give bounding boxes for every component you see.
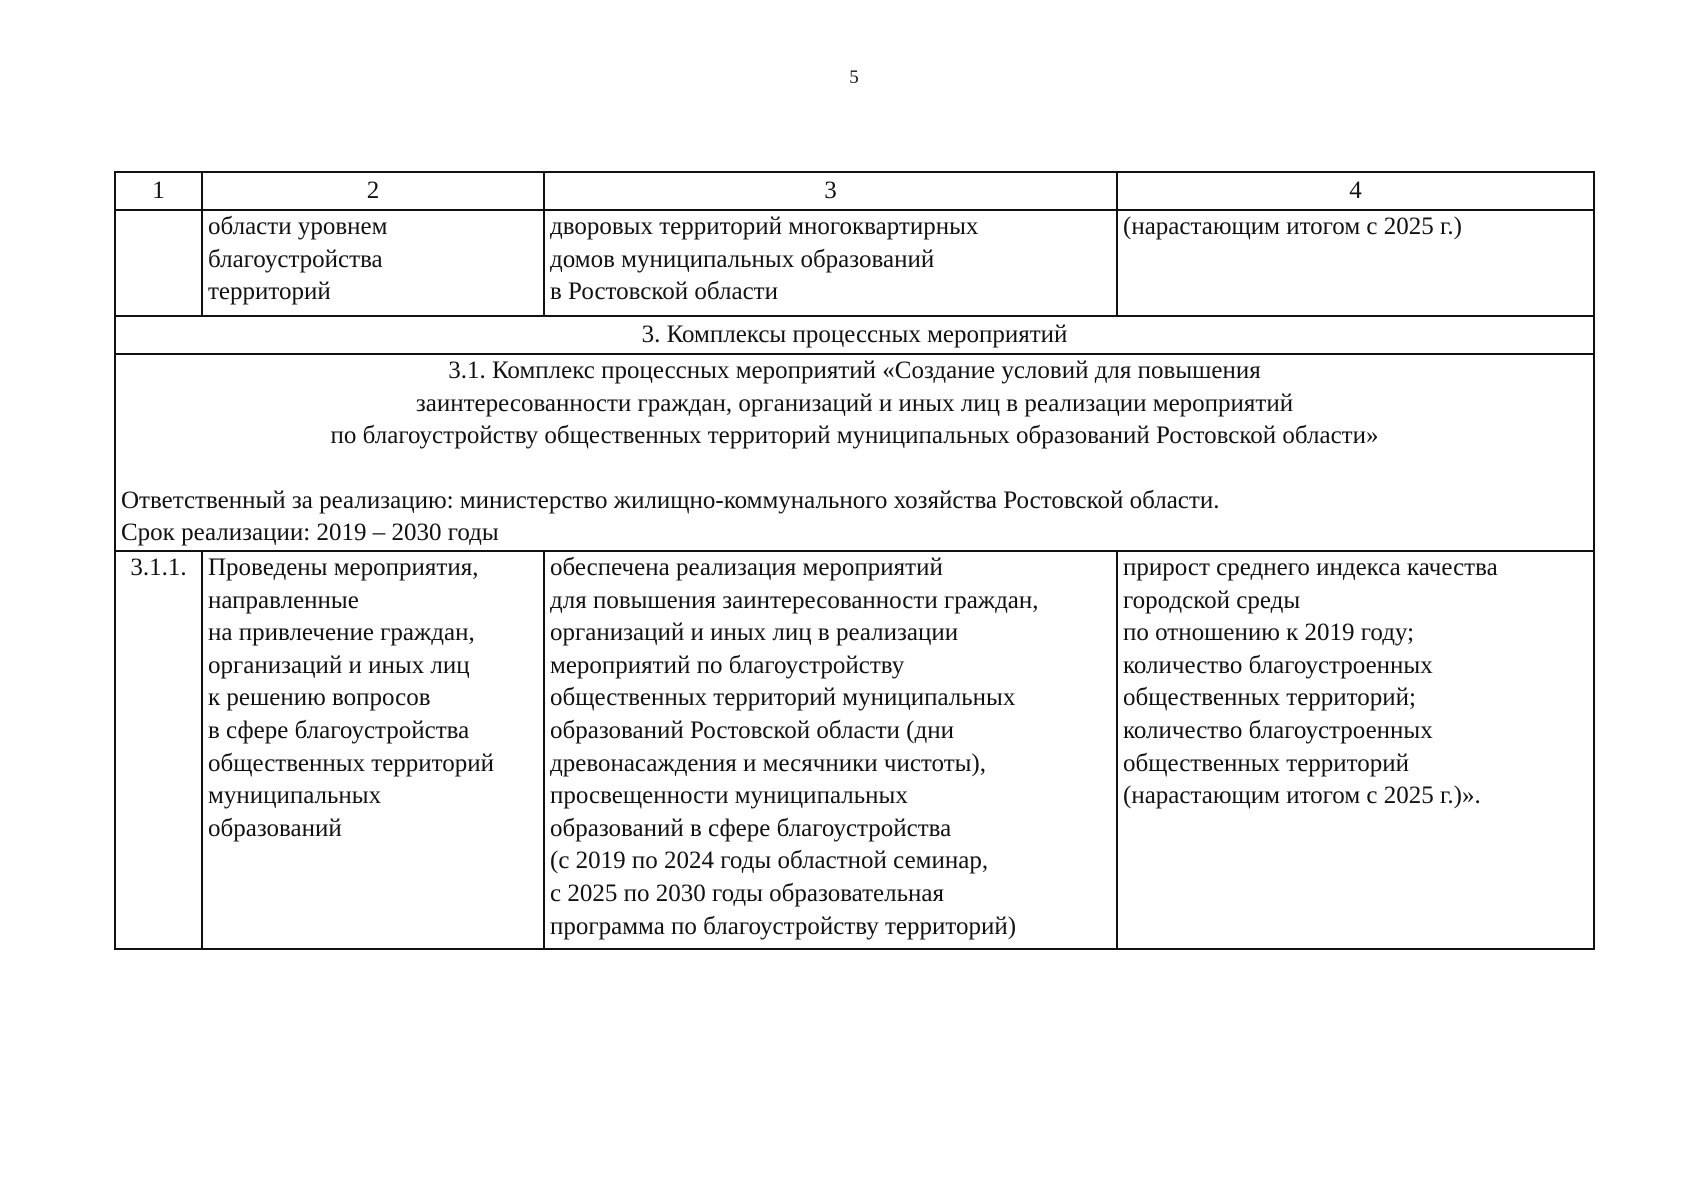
item-task-cell: Проведены мероприятия, направленные на привлечение граждан, организаций и иных лиц к решению вопросов в сфере благоустройства общественных территорий муниципальных образований — [202, 551, 544, 949]
column-header-2: 2 — [202, 172, 544, 210]
column-header-3: 3 — [544, 172, 1117, 210]
complex-meta — [121, 485, 1588, 550]
complex-cell — [115, 354, 1594, 551]
column-header-4: 4 — [1117, 172, 1594, 210]
page-number: 5 — [849, 67, 859, 88]
table-header-row — [115, 172, 1594, 210]
measures-table — [114, 171, 1595, 950]
item-description-cell: обеспечена реализация мероприятий для повышения заинтересованности граждан, организаций и иных лиц в реализации мероприятий по благоустройству общественных территорий муниципальных образований Ростовской области (дни древонасаждения и месячники чистоты), просвещенности муниципальных образований в сфере благоустройства (с 2019 по 2024 годы областной семинар, с 2025 по 2030 годы образовательная программа по благоустройству территорий) — [544, 551, 1117, 949]
section-row — [115, 316, 1594, 354]
complex-responsible: Ответственный за реализацию: министерство жилищно-коммунального хозяйства Ростовской области. — [121, 486, 1220, 514]
complex-title: 3.1. Комплекс процессных мероприятий «Создание условий для повышения заинтересованности граждан, организаций и иных лиц в реализации мероприятий по благоустройству общественных территорий муниципальных образований Ростовской области» — [330, 357, 1379, 450]
item-number-cell: 3.1.1. — [115, 551, 202, 949]
item-indicator-cell: прирост среднего индекса качества городской среды по отношению к 2019 году; количество благоустроенных общественных территорий; количество благоустроенных общественных территорий (нарастающим итогом с 2025 г.)». — [1117, 551, 1594, 949]
continuation-indicator-cell: (нарастающим итогом с 2025 г.) — [1117, 210, 1594, 316]
continuation-description-cell: дворовых территорий многоквартирных домов муниципальных образований в Ростовской области — [544, 210, 1117, 316]
continuation-number-cell — [115, 210, 202, 316]
section-title: 3. Комплексы процессных мероприятий — [115, 316, 1594, 354]
table-row-item — [115, 551, 1594, 949]
continuation-task-cell: области уровнем благоустройства территорий — [202, 210, 544, 316]
complex-term: Срок реализации: 2019 – 2030 годы — [121, 519, 499, 547]
complex-row — [115, 354, 1594, 551]
table-row-continuation — [115, 210, 1594, 316]
column-header-1: 1 — [115, 172, 202, 210]
